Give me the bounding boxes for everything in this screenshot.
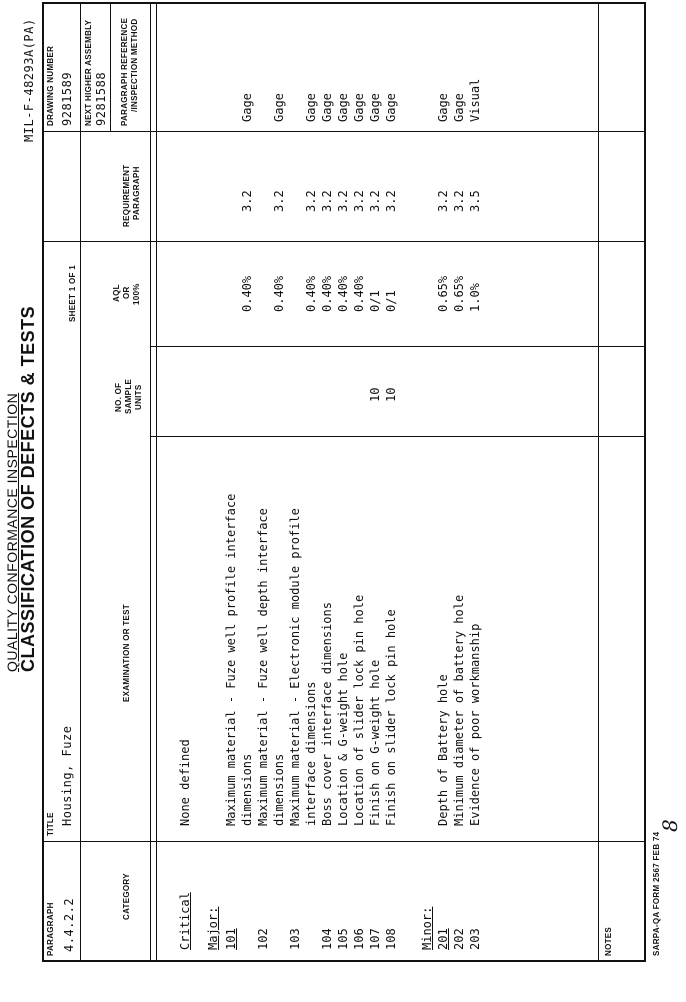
cell-req: 3.2 bbox=[452, 190, 466, 212]
cell-method: Gage bbox=[272, 93, 286, 122]
cell-cat: Major: bbox=[206, 906, 220, 950]
cell-req: 3.2 bbox=[352, 190, 366, 212]
header-row-line bbox=[80, 2, 81, 962]
col-divider-units bbox=[150, 346, 644, 347]
cell-cat: 101 bbox=[224, 928, 238, 950]
frame-top bbox=[42, 2, 44, 962]
col-aql-1: AQL bbox=[112, 284, 121, 302]
cell-aql: 0.65% bbox=[452, 275, 466, 312]
divider-paragraph bbox=[42, 841, 150, 842]
cell-method: Gage bbox=[352, 93, 366, 122]
sheet-text: SHEET 1 OF 1 bbox=[68, 265, 77, 322]
cell-req: 3.2 bbox=[336, 190, 350, 212]
drawing-number-label: DRAWING NUMBER bbox=[46, 45, 55, 126]
col-divider-aql bbox=[150, 241, 644, 242]
col-req-2: PARAGRAPH bbox=[132, 166, 141, 220]
cell-cat: 203 bbox=[468, 928, 482, 950]
divider-sheet bbox=[42, 241, 150, 242]
cell-method: Gage bbox=[240, 93, 254, 122]
col-req-1: REQUIREMENT bbox=[122, 164, 131, 227]
cell-req: 3.2 bbox=[384, 190, 398, 212]
cell-units: 10 bbox=[368, 387, 382, 402]
col-divider-req bbox=[150, 131, 644, 132]
divider-drawing bbox=[42, 131, 150, 132]
cell-aql: 0/1 bbox=[368, 290, 382, 312]
col-category: CATEGORY bbox=[122, 873, 131, 920]
col-examination: EXAMINATION OR TEST bbox=[122, 604, 131, 702]
cell-cat: 201 bbox=[436, 928, 450, 950]
cell-exam: Depth of Battery hole bbox=[436, 674, 450, 826]
col-aql-2: OR bbox=[122, 286, 131, 299]
cell-cat: 105 bbox=[336, 928, 350, 950]
cell-aql: 0.40% bbox=[320, 275, 334, 312]
cell-method: Gage bbox=[304, 93, 318, 122]
cell-exam: Location & G-weight hole bbox=[336, 652, 350, 826]
cell-method: Gage bbox=[320, 93, 334, 122]
cell-cat: 107 bbox=[368, 928, 382, 950]
cell-method: Gage bbox=[452, 93, 466, 122]
page-mark: 8 bbox=[658, 819, 682, 832]
spec-number: MIL-F-48293A(PA) bbox=[22, 18, 36, 142]
colhead-row-line bbox=[150, 2, 151, 962]
cell-aql: 0.40% bbox=[336, 275, 350, 312]
cell-exam: Maximum material - Electronic module profile bbox=[288, 508, 302, 826]
cell-req: 3.2 bbox=[368, 190, 382, 212]
cell-method: Visual bbox=[468, 78, 482, 122]
paragraph-label: PARAGRAPH bbox=[46, 902, 55, 956]
cell-req: 3.5 bbox=[468, 190, 482, 212]
cell-exam: Maximum material - Fuze well depth interface bbox=[256, 508, 270, 826]
cell-method: Gage bbox=[368, 93, 382, 122]
col-aql-3: 100% bbox=[132, 283, 141, 305]
cell-cat: 108 bbox=[384, 928, 398, 950]
cell-cat: Critical bbox=[178, 892, 192, 950]
cell-req: 3.2 bbox=[272, 190, 286, 212]
paragraph-value: 4.4.2.2 bbox=[62, 897, 76, 952]
cell-cat: 104 bbox=[320, 928, 334, 950]
cell-exam: Minimum diameter of battery hole bbox=[452, 594, 466, 826]
col-sample-2: SAMPLE bbox=[124, 378, 133, 414]
col-sample-1: NO. OF bbox=[114, 382, 123, 412]
col-ref-1: PARAGRAPH REFERENCE bbox=[120, 17, 129, 126]
cell-req: 3.2 bbox=[320, 190, 334, 212]
cell-cat: 202 bbox=[452, 928, 466, 950]
cell-aql: 0.65% bbox=[436, 275, 450, 312]
drawing-number-value: 9281589 bbox=[60, 71, 74, 126]
notes-line bbox=[598, 2, 599, 962]
cell-exam: Boss cover interface dimensions bbox=[320, 602, 334, 826]
next-higher-value: 9281588 bbox=[94, 71, 108, 126]
cell-req: 3.2 bbox=[304, 190, 318, 212]
cell-aql: 1.0% bbox=[468, 283, 482, 312]
cell-units: 10 bbox=[384, 387, 398, 402]
col-ref-2: /INSPECTION METHOD bbox=[130, 18, 139, 112]
col-divider-category bbox=[150, 841, 644, 842]
cell-exam: Finish on G-weight hole bbox=[368, 659, 382, 826]
cell-method: Gage bbox=[436, 93, 450, 122]
cell-aql: 0.40% bbox=[240, 275, 254, 312]
cell-method: Gage bbox=[336, 93, 350, 122]
header-line2: CLASSIFICATION OF DEFECTS & TESTS bbox=[18, 305, 38, 672]
col-divider-exam bbox=[150, 436, 644, 437]
form-number: SARPA-QA FORM 2567 FEB 74 bbox=[652, 831, 661, 956]
cell-exam: dimensions bbox=[272, 753, 286, 826]
cell-exam: dimensions bbox=[240, 753, 254, 826]
frame-bottom bbox=[644, 2, 646, 962]
cell-cat: 103 bbox=[288, 928, 302, 950]
cell-exam: Location of slider lock pin hole bbox=[352, 594, 366, 826]
cell-cat: 102 bbox=[256, 928, 270, 950]
header-line1: QUALITY CONFORMANCE INSPECTION bbox=[4, 392, 20, 672]
cell-exam: Finish on slider lock pin hole bbox=[384, 609, 398, 826]
cell-aql: 0.40% bbox=[304, 275, 318, 312]
col-sample-3: UNITS bbox=[134, 384, 143, 410]
frame-left bbox=[42, 960, 646, 962]
colhead-row-line2 bbox=[156, 2, 157, 962]
cell-exam: interface dimensions bbox=[304, 681, 318, 826]
cell-cat: 106 bbox=[352, 928, 366, 950]
cell-req: 3.2 bbox=[240, 190, 254, 212]
divider-next-higher bbox=[110, 4, 111, 132]
cell-cat: Minor: bbox=[420, 906, 434, 950]
cell-exam: None defined bbox=[178, 739, 192, 826]
frame-right bbox=[42, 2, 646, 4]
title-label: TITLE bbox=[46, 812, 55, 836]
cell-method: Gage bbox=[384, 93, 398, 122]
title-value: Housing, Fuze bbox=[60, 725, 74, 826]
cell-req: 3.2 bbox=[436, 190, 450, 212]
notes-label: NOTES bbox=[604, 926, 613, 956]
next-higher-label: NEXT HIGHER ASSEMBLY bbox=[84, 19, 93, 126]
cell-aql: 0.40% bbox=[352, 275, 366, 312]
cell-exam: Evidence of poor workmanship bbox=[468, 623, 482, 826]
cell-aql: 0.40% bbox=[272, 275, 286, 312]
cell-aql: 0/1 bbox=[384, 290, 398, 312]
cell-exam: Maximum material - Fuze well profile interface bbox=[224, 493, 238, 826]
